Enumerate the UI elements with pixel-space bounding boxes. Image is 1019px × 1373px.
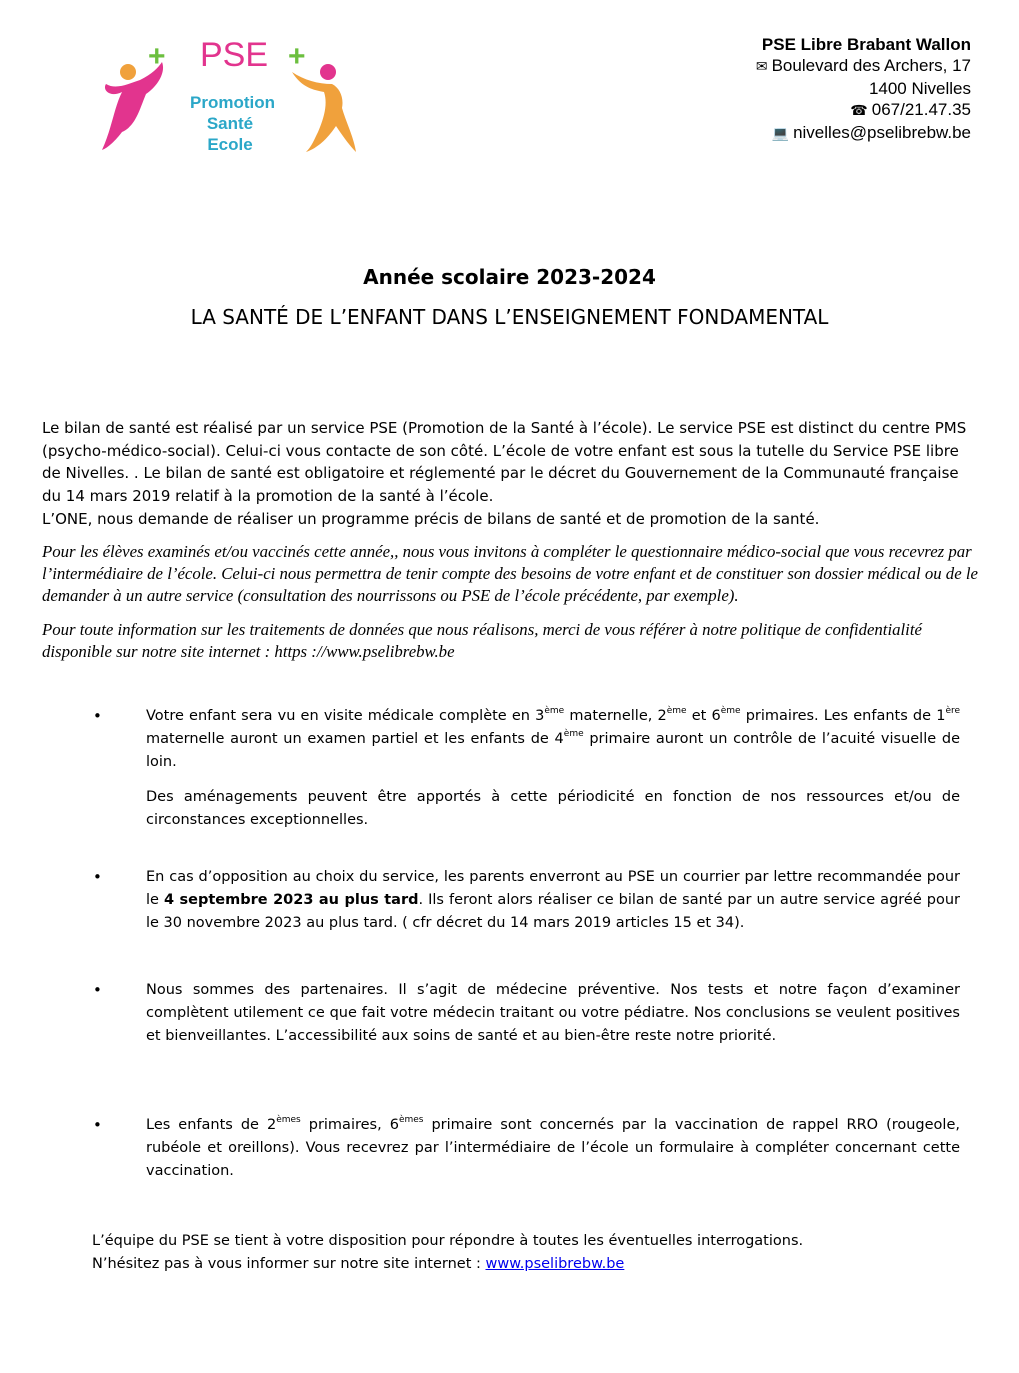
closing-line-2: N’hésitez pas à vous informer sur notre site internet : www.pselibrebw.be <box>92 1256 625 1272</box>
closing-section <box>92 1230 972 1276</box>
bullet-item-visits <box>93 705 960 832</box>
contact-block <box>756 34 971 145</box>
intro-section <box>42 417 972 531</box>
italic-paragraph-1: Pour les élèves examinés et/ou vaccinés cette année,, nous vous invitons à compléter le questionnaire médico-social que vous recevrez par l’intermédiaire de l’école. Celui-ci nous permettra de tenir compte des besoins de votre enfant et de constituer son dossier médical ou de le demander à un autre service (consultation des nourrissons ou PSE de l’école précédente, par exemple). <box>42 542 978 605</box>
svg-text:PSE: PSE <box>200 36 269 74</box>
svg-text:+: + <box>288 40 306 73</box>
pse-logo <box>92 28 370 156</box>
website-link[interactable]: www.pselibrebw.be <box>485 1256 625 1272</box>
phone-icon: ☎ <box>850 103 868 119</box>
organization-name: PSE Libre Brabant Wallon <box>761 35 971 54</box>
svg-text:+: + <box>148 40 166 73</box>
city-line: 1400 Nivelles <box>868 79 971 98</box>
phone-line: ☎ 067/21.47.35 <box>850 100 971 119</box>
deadline-text: 4 septembre 2023 au plus tard <box>163 892 419 908</box>
logo-wordmark <box>190 92 275 155</box>
bullet-2-paragraph: En cas d’opposition au choix du service, les parents enverront au PSE un courrier par lettre recommandée pour le 4 septembre 2023 au plus tard. Ils feront alors réaliser ce bilan de santé par un autre service agréé pour le 30 novembre 2023 au plus tard. ( cfr décret du 14 mars 2019 articles 15 et 34). <box>146 869 961 931</box>
logo-line-2: Santé <box>206 114 254 133</box>
intro-paragraph-1: Le bilan de santé est réalisé par un service PSE (Promotion de la Santé à l’école). Le service PSE est distinct du centre PMS (psycho-médico-social). Celui-ci vous contacte de son côté. L’école de votre enfant est sous la tutelle du Service PSE libre de Nivelles. . Le bilan de santé est obligatoire et réglementé par le décret du Gouvernement de la Communauté française du 14 mars 2019 relatif à la promotion de la santé à l’école. <box>42 419 967 506</box>
bullet-1-paragraph-2: Des aménagements peuvent être apportés à cette périodicité en fonction de nos ressources et/ou de circonstances exceptionnelles. <box>146 789 960 828</box>
bullet-1-paragraph-1: Votre enfant sera vu en visite médicale complète en 3ème maternelle, 2ème et 6ème primaires. Les enfants de 1ère maternelle auront un examen partiel et les enfants de 4ème primaire auront un contrôle de l’acuité visuelle de loin. <box>146 706 961 770</box>
envelope-icon: ✉ <box>755 59 768 75</box>
bullet-marker: • <box>93 1116 102 1134</box>
closing-line-1: L’équipe du PSE se tient à votre disposition pour répondre à toutes les éventuelles interrogations. <box>92 1233 804 1249</box>
intro-paragraph-2: L’ONE, nous demande de réaliser un programme précis de bilans de santé et de promotion de la santé. <box>42 509 820 528</box>
bullet-4-paragraph: Les enfants de 2èmes primaires, 6èmes primaire sont concernés par la vaccination de rappel RRO (rougeole, rubéole et oreillons). Vous recevrez par l’intermédiaire de l’école un formulaire à compléter concernant cette vaccination. <box>146 1115 960 1179</box>
bullet-item-opposition <box>93 866 960 935</box>
bullet-marker: • <box>93 868 102 886</box>
computer-icon: 💻 <box>771 126 790 142</box>
email-line: 💻 nivelles@pselibrebw.be <box>771 123 971 142</box>
bullet-item-vaccination <box>93 1114 960 1183</box>
bullet-3-paragraph: Nous sommes des partenaires. Il s’agit de médecine préventive. Nos tests et notre façon d’examiner complètent utilement ce que fait votre médecin traitant ou votre pédiatre. Nos conclusions se veulent positives et bienveillantes. L’accessibilité aux soins de santé et au bien-être reste notre priorité. <box>146 982 960 1044</box>
bullet-marker: • <box>93 707 102 725</box>
privacy-note <box>42 619 982 663</box>
address-line: ✉ Boulevard des Archers, 17 <box>755 56 971 75</box>
logo-line-1: Promotion <box>190 93 275 112</box>
school-year-title: Année scolaire 2023-2024 <box>363 265 656 289</box>
logo-line-3: Ecole <box>207 135 253 154</box>
bullet-marker: • <box>93 981 102 999</box>
document-subtitle: LA SANTÉ DE L’ENFANT DANS L’ENSEIGNEMENT FONDAMENTAL <box>190 305 829 329</box>
questionnaire-note <box>42 541 982 607</box>
italic-paragraph-2: Pour toute information sur les traitements de données que nous réalisons, merci de vous référer à notre politique de confidentialité disponible sur notre site internet : https ://www.pselibrebw.be <box>42 620 922 661</box>
bullet-item-partners <box>93 979 960 1048</box>
